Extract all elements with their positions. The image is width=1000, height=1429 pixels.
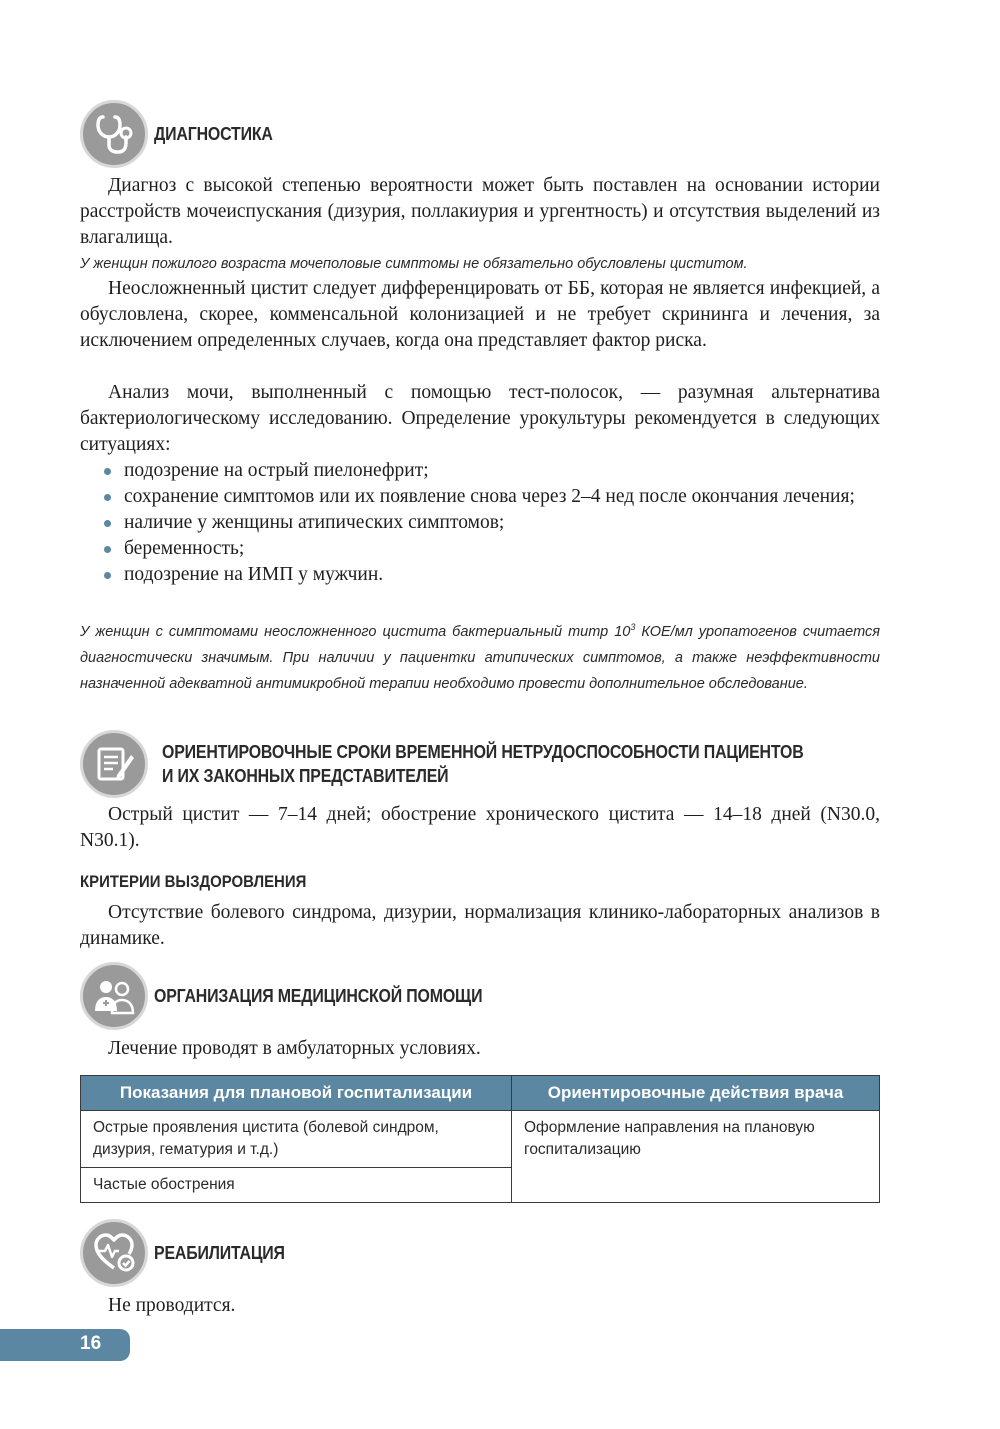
diagnostics-bullet-list (104, 458, 880, 588)
stethoscope-icon (80, 100, 148, 168)
section-title: ДИАГНОСТИКА (154, 123, 273, 144)
page-number: 16 (80, 1333, 102, 1354)
diagnostics-note-2: У женщин с симптомами неосложненного цистита бактериальный титр $10^3$ КОЕ/мл уропатогенов считается диагностически значимым. При наличии у пациентки атипических симптомов, а также неэффективности назначенной адекватной антимикробной терапии необходимо провести дополнительное обследование. (80, 622, 880, 692)
diagnostics-note-1: У женщин пожилого возраста мочеполовые симптомы не обязательно обусловлены циститом. (80, 256, 748, 272)
rehabilitation-text: Не проводится. (108, 1295, 236, 1316)
bullet-icon (104, 494, 111, 501)
bullet-icon (104, 520, 111, 527)
section-title: ОРИЕНТИРОВОЧНЫЕ СРОКИ ВРЕМЕННОЙ НЕТРУДОСПОСОБНОСТИ ПАЦИЕНТОВ И ИХ ЗАКОННЫХ ПРЕДСТАВИТЕЛЕЙ (162, 741, 804, 786)
list-item: подозрение на острый пиелонефрит; (104, 458, 880, 484)
bullet-icon (104, 572, 111, 579)
diagnostics-paragraph-2: Неосложненный цистит следует дифференцировать от ББ, которая не является инфекцией, а обусловлена, скорее, комменсальной колонизацией и не требует скрининга и лечения, за исключением определенных случаев, когда она представляет фактор риска. (80, 278, 880, 351)
section-title: РЕАБИЛИТАЦИЯ (154, 1242, 285, 1263)
list-item: сохранение симптомов или их появление снова через 2–4 нед после окончания лечения; (104, 484, 880, 510)
disability-text: Острый цистит — 7–14 дней; обострение хронического цистита — 14–18 дней (N30.0, N30.1). (80, 804, 880, 851)
table-cell: Оформление направления на плановую госпитализацию (512, 1111, 880, 1203)
recovery-title: КРИТЕРИИ ВЫЗДОРОВЛЕНИЯ (80, 872, 307, 891)
organization-header (80, 962, 536, 1030)
heart-pulse-icon (80, 1219, 148, 1287)
table-header-row (81, 1076, 880, 1111)
hospitalization-table (80, 1075, 880, 1203)
page-number-tab (0, 1329, 130, 1361)
table-cell: Острые проявления цистита (болевой синдром, дизурия, гематурия и т.д.) (81, 1111, 512, 1168)
table-cell: Частые обострения (81, 1168, 512, 1203)
list-item: наличие у женщины атипических симптомов; (104, 510, 880, 536)
table-header: Ориентировочные действия врача (512, 1076, 880, 1111)
recovery-text: Отсутствие болевого синдрома, дизурии, нормализация клинико-лабораторных анализов в динамике. (80, 902, 880, 949)
table-header: Показания для плановой госпитализации (81, 1076, 512, 1111)
diagnostics-paragraph-1: Диагноз с высокой степенью вероятности может быть поставлен на основании истории расстройств мочеиспускания (дизурия, поллакиурия и ургентность) и отсутствия выделений из влагалища. (80, 175, 880, 248)
disability-header (80, 730, 908, 798)
list-item: подозрение на ИМП у мужчин. (104, 562, 880, 588)
list-item: беременность; (104, 536, 880, 562)
doctors-icon (80, 962, 148, 1030)
table-row (81, 1111, 880, 1168)
bullet-icon (104, 468, 111, 475)
organization-text: Лечение проводят в амбулаторных условиях. (108, 1038, 481, 1059)
diagnostics-header (80, 100, 292, 168)
rehabilitation-header (80, 1219, 306, 1287)
diagnostics-paragraph-3: Анализ мочи, выполненный с помощью тест-полосок, — разумная альтернатива бактериологическому исследованию. Определение урокультуры рекомендуется в следующих ситуациях: (80, 382, 880, 455)
bullet-icon (104, 546, 111, 553)
section-title: ОРГАНИЗАЦИЯ МЕДИЦИНСКОЙ ПОМОЩИ (154, 985, 483, 1006)
document-pen-icon (80, 730, 148, 798)
